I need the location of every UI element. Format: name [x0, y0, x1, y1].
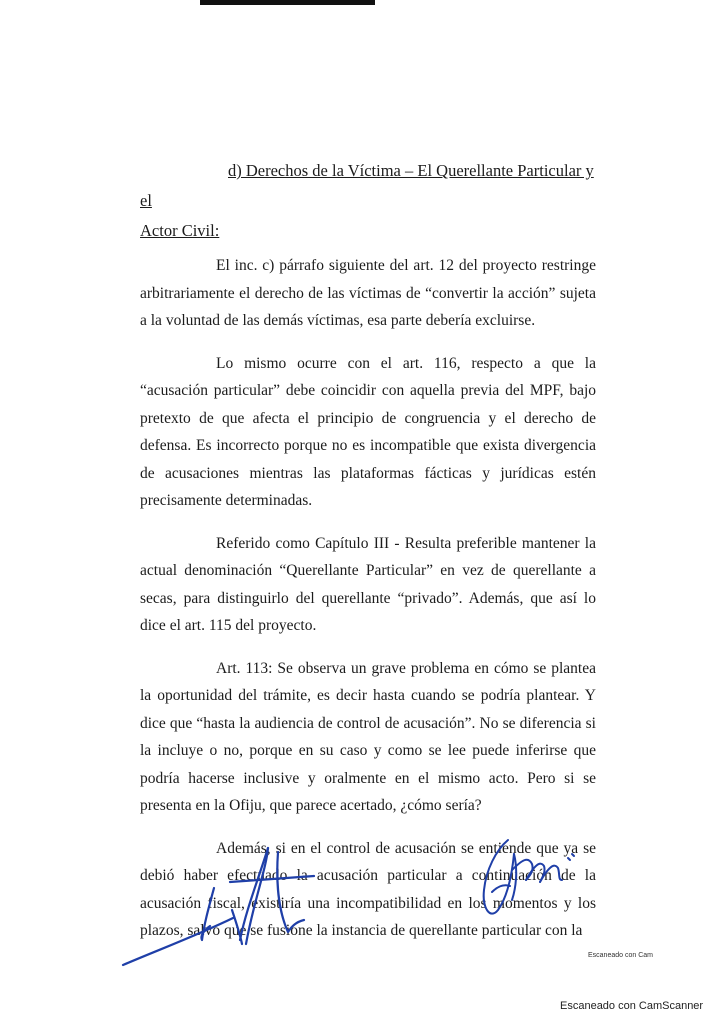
paragraph-2: Lo mismo ocurre con el art. 116, respecto a que la “acusación particular” debe coincidir con aquella previa del MPF, bajo pretexto de que afecta el principio de congruencia y el derecho de defensa. Es incorrecto porque no es incompatible que exista divergencia de acusaciones mientras las plataformas fácticas y jurídicas estén precisamente determinadas. [140, 354, 596, 509]
signature-left [118, 840, 318, 970]
section-heading [140, 156, 596, 246]
heading-line-1: d) Derechos de la Víctima – El Querellante Particular y el [140, 161, 594, 210]
top-edge-mark [200, 0, 375, 5]
signature-right [468, 830, 588, 925]
paragraph-4: Art. 113: Se observa un grave problema en cómo se plantea la oportunidad del trámite, es decir hasta cuando se podría plantear. Y dice que “hasta la audiencia de control de acusación”. No se diferencia si la incluye o no, porque en su caso y como se lee puede inferirse que podría hacerse inclusive y oralmente en el mismo acto. Pero si se presenta en la Ofiju, que parece acertado, ¿cómo sería? [140, 659, 596, 814]
paragraph-1: El inc. c) párrafo siguiente del art. 12 del proyecto restringe arbitrariamente el derecho de las víctimas de “convertir la acción” sujeta a la voluntad de las demás víctimas, esa parte debería excluirse. [140, 257, 596, 329]
paragraph-3: Referido como Capítulo III - Resulta preferible mantener la actual denominación “Querellante Particular” en vez de querellante a secas, para distinguirlo del querellante “privado”. Además, que así lo dice el art. 115 del proyecto. [140, 534, 596, 634]
scanner-footer: Escaneado con CamScanner [560, 1000, 704, 1012]
heading-line-2: Actor Civil: [140, 221, 220, 240]
paragraph-5: Además, si en el control de acusación se entiende que ya se debió haber efectuado la acusación particular a continuación de la acusación fiscal, existiría una incompatibilidad en los momentos y los plazos, salvo que se fusione la instancia de querellante particular con la [140, 839, 596, 939]
scanner-watermark-small: Escaneado con Cam [588, 952, 653, 959]
